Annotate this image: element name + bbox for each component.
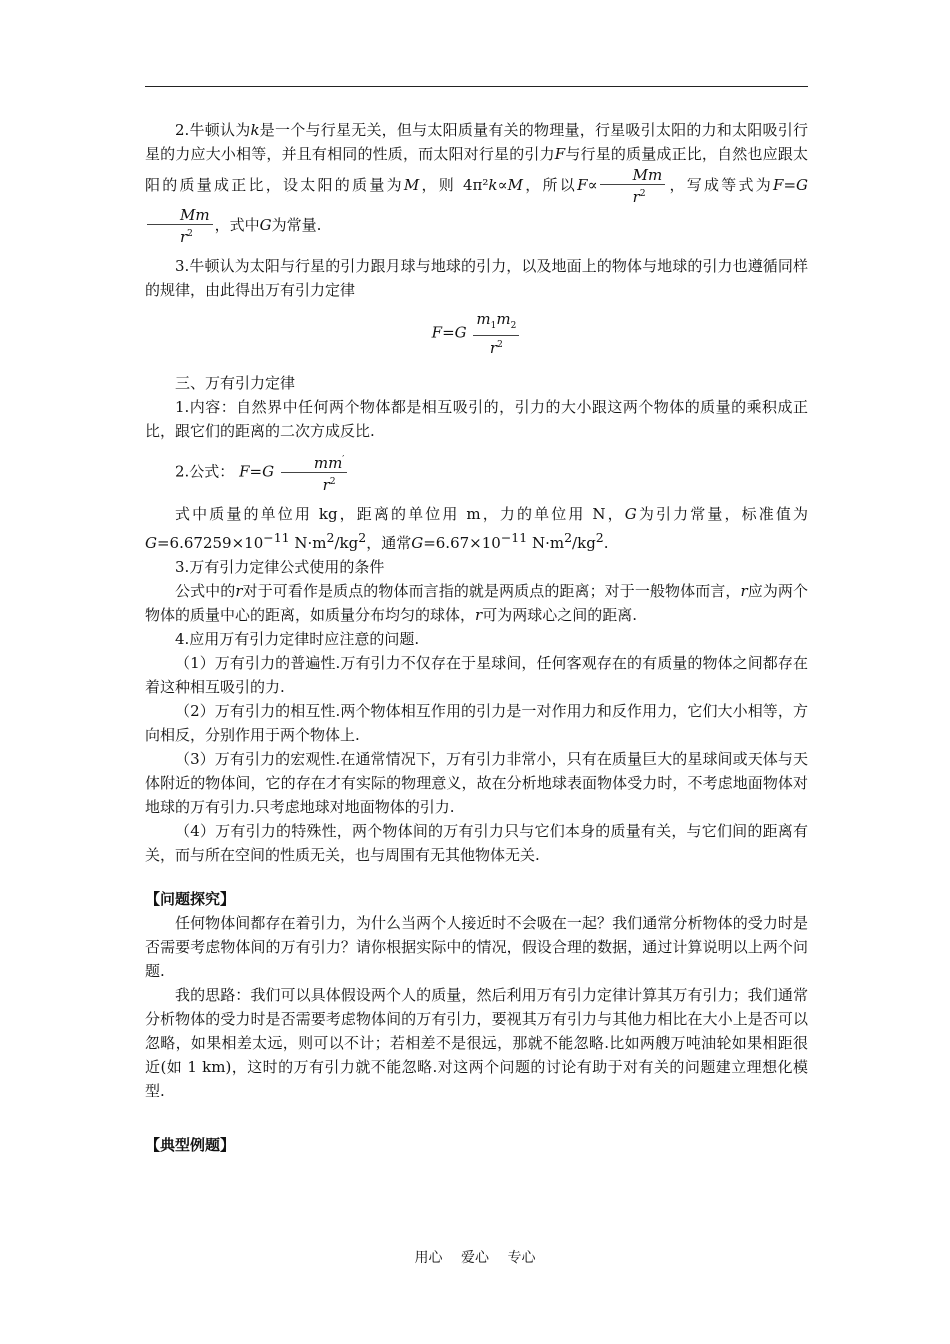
paragraph-newton-k: 2.牛顿认为k是一个与行星无关，但与太阳质量有关的物理量，行星吸引太阳的力和太阳吸引行星的力应大小相等，并且有相同的性质，而太阳对行星的引力F与行星的质量成正比，自然也应跟太阳的质量成正比，设太阳的质量为M，则 4π²k∝M，所以F∝ $\frac{Mm}{r^2}$ ，写成等式为F=G $\frac{Mm}{r^2}$ ，式中G为常量. <box>145 121 808 246</box>
paragraph-law-content: 1.内容：自然界中任何两个物体都是相互吸引的，引力的大小跟这两个物体的质量的乘积成正比，跟它们的距离的二次方成反比. <box>145 398 808 440</box>
page-footer: 用心 爱心 专心 <box>414 1250 536 1266</box>
paragraph-notes-title: 4.应用万有引力定律时应注意的问题. <box>175 630 420 648</box>
fraction-G-Mm-over-r2: $\frac{Mm}{r^2}$ <box>147 206 213 246</box>
heading-problem-exploration: 【问题探究】 <box>145 890 236 908</box>
fraction-mm-prime-over-r2: $\frac{mm'}{r^2}$ <box>281 451 348 494</box>
paragraph-note-1: （1）万有引力的普遍性.万有引力不仅存在于星球间，任何客观存在的有质量的物体之间都存在着这种相互吸引的力. <box>145 654 808 696</box>
fraction-m1m2-over-r2: $\frac{m_1m_2}{r^2}$ <box>473 310 519 357</box>
paragraph-exploration-answer: 我的思路：我们可以具体假设两个人的质量，然后利用万有引力定律计算其万有引力；我们通常分析物体的受力时是否需要考虑物体间的万有引力，要视其万有引力与其他力相比在大小上是否可以忽略，如果相差太远，则可以不计；若相差不是很远，那就不能忽略.比如两艘万吨油轮如果相距很近(如 1 km)，这时的万有引力就不能忽略.对这两个问题的讨论有助于对有关的问题建立理想化模型. <box>145 986 808 1100</box>
equation-universal-gravitation: F=G $\frac{m_1m_2}{r^2}$ <box>145 310 808 357</box>
paragraph-law-formula: 2.公式： F=G $\frac{mm'}{r^2}$ <box>145 451 808 494</box>
header-rule <box>145 86 808 87</box>
paragraph-newton-universal: 3.牛顿认为太阳与行星的引力跟月球与地球的引力，以及地面上的物体与地球的引力也遵循同样的规律，由此得出万有引力定律 <box>145 257 808 299</box>
fraction-Mm-over-r2: $\frac{Mm}{r^2}$ <box>600 166 666 206</box>
paragraph-exploration-question: 任何物体间都存在着引力，为什么当两个人接近时不会吸在一起？我们通常分析物体的受力时是否需要考虑物体间的万有引力？请你根据实际中的情况，假设合理的数据，通过计算说明以上两个问题. <box>145 914 808 980</box>
paragraph-note-4: （4）万有引力的特殊性，两个物体间的万有引力只与它们本身的质量有关，与它们间的距离有关，而与所在空间的性质无关，也与周围有无其他物体无关. <box>145 822 808 864</box>
paragraph-units: 式中质量的单位用 kg，距离的单位用 m，力的单位用 N，G为引力常量，标准值为$G=6.67259\times 10^{-11}$ $N\cdot m^2/kg^2$，通常$G=6.67\times 10^{-11}$ $N\cdot m^2/kg^2$. <box>145 505 808 552</box>
heading-typical-examples: 【典型例题】 <box>145 1136 236 1154</box>
paragraph-note-2: （2）万有引力的相互性.两个物体相互作用的引力是一对作用力和反作用力，它们大小相等，方向相反，分别作用于两个物体上. <box>145 702 808 744</box>
document-body <box>145 118 808 1157</box>
paragraph-conditions: 公式中的r对于可看作是质点的物体而言指的就是两质点的距离；对于一般物体而言，r应为两个物体的质量中心的距离，如质量分布均匀的球体，r可为两球心之间的距离. <box>145 582 808 624</box>
paragraph-note-3: （3）万有引力的宏观性.在通常情况下，万有引力非常小，只有在质量巨大的星球间或天体与天体附近的物体间，它的存在才有实际的物理意义，故在分析地球表面物体受力时，不考虑地面物体对地球的万有引力.只考虑地球对地面物体的引力. <box>145 750 808 816</box>
section-title-law: 三、万有引力定律 <box>175 374 296 392</box>
paragraph-conditions-title: 3.万有引力定律公式使用的条件 <box>175 558 385 576</box>
